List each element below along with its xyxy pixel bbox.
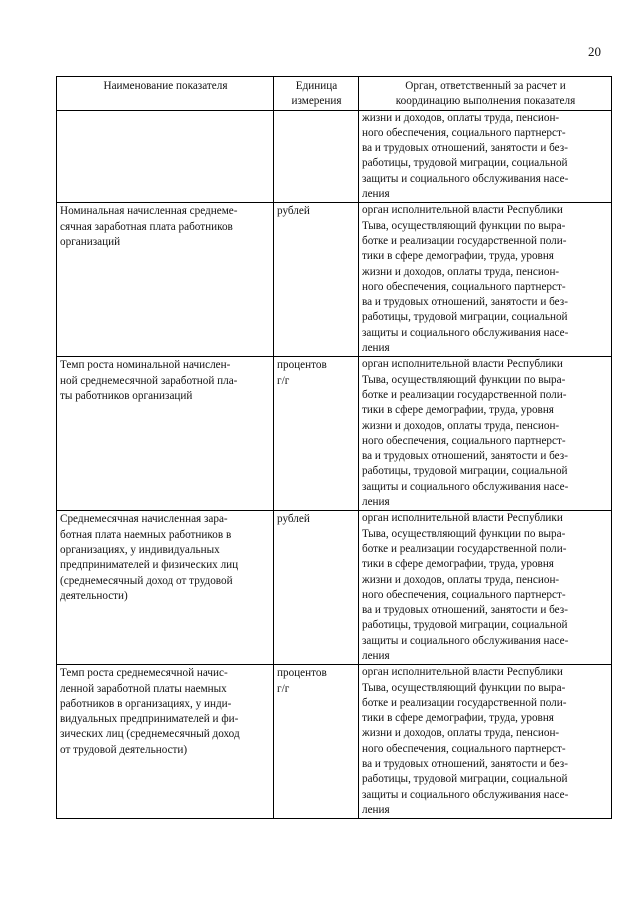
indicator-name-cell bbox=[57, 665, 274, 819]
table-row bbox=[57, 665, 612, 819]
indicator-name bbox=[60, 111, 271, 112]
responsible-body-cell bbox=[359, 511, 612, 665]
header-indicator-name bbox=[57, 77, 274, 111]
unit: процентов г/г bbox=[277, 667, 327, 695]
indicator-name: Темп роста номинальной начислен- ной среднемесячной заработной пла- ты работников организаций bbox=[60, 359, 238, 402]
indicator-name-cell bbox=[57, 110, 274, 203]
responsible-body: орган исполнительной власти Республики Тыва, осуществляющий функции по выра- ботке и реализации государственной поли- тики в сфере демографии, труда, уровня жизни и доходов, оплаты труда, пенсион- ного обеспечения, социального партнерст- ва и трудовых отношений, занятости и без- работицы, трудовой миграции, социальной защиты и социального обслуживания насе- ления bbox=[362, 512, 569, 662]
header-unit bbox=[274, 77, 359, 111]
table-row bbox=[57, 203, 612, 357]
unit-cell bbox=[274, 110, 359, 203]
header-responsible-body bbox=[359, 77, 612, 111]
responsible-body: орган исполнительной власти Республики Тыва, осуществляющий функции по выра- ботке и реализации государственной поли- тики в сфере демографии, труда, уровня жизни и доходов, оплаты труда, пенсион- ного обеспечения, социального партнерст- ва и трудовых отношений, занятости и без- работицы, трудовой миграции, социальной защиты и социального обслуживания насе- ления bbox=[362, 358, 569, 509]
indicator-name-cell bbox=[57, 203, 274, 357]
header-responsible-body-text: Орган, ответственный за расчет и координацию выполнения показателя bbox=[395, 80, 576, 108]
indicator-name: Номинальная начисленная среднеме- сячная заработная плата работников организаций bbox=[60, 205, 238, 248]
indicator-name-cell bbox=[57, 357, 274, 511]
unit bbox=[277, 111, 356, 112]
unit: рублей bbox=[277, 205, 310, 218]
table-row bbox=[57, 511, 612, 665]
indicator-name: Темп роста среднемесячной начис- ленной заработной платы наемных работников в организациях, у инди- видуальных предпринимателей и фи- зических лиц (среднемесячный доход от трудовой деятельности) bbox=[60, 667, 240, 756]
unit-cell bbox=[274, 357, 359, 511]
table-header-row bbox=[57, 77, 612, 111]
table-row bbox=[57, 110, 612, 203]
responsible-body: жизни и доходов, оплаты труда, пенсион- ного обеспечения, социального партнерст- ва и трудовых отношений, занятости и без- работицы, трудовой миграции, социальной защиты и социального обслуживания насе- ления bbox=[362, 111, 569, 201]
responsible-body-cell bbox=[359, 665, 612, 819]
indicator-name: Среднемесячная начисленная зара- ботная плата наемных работников в организациях, у индивидуальных предпринимателей и физических лиц (среднемесячный доход от трудовой деятельности) bbox=[60, 513, 239, 602]
responsible-body: орган исполнительной власти Республики Тыва, осуществляющий функции по выра- ботке и реализации государственной поли- тики в сфере демографии, труда, уровня жизни и доходов, оплаты труда, пенсион- ного обеспечения, социального партнерст- ва и трудовых отношений, занятости и без- работицы, трудовой миграции, социальной защиты и социального обслуживания насе- ления bbox=[362, 666, 569, 816]
table-row bbox=[57, 357, 612, 511]
indicators-table bbox=[56, 76, 612, 819]
header-indicator-name-text: Наименование показателя bbox=[103, 80, 228, 92]
unit: рублей bbox=[277, 513, 310, 526]
unit-cell bbox=[274, 203, 359, 357]
responsible-body-cell bbox=[359, 203, 612, 357]
page-number: 20 bbox=[588, 44, 601, 59]
indicator-name-cell bbox=[57, 511, 274, 665]
responsible-body: орган исполнительной власти Республики Тыва, осуществляющий функции по выра- ботке и реализации государственной поли- тики в сфере демографии, труда, уровня жизни и доходов, оплаты труда, пенсион- ного обеспечения, социального партнерст- ва и трудовых отношений, занятости и без- работицы, трудовой миграции, социальной защиты и социального обслуживания насе- ления bbox=[362, 204, 569, 355]
unit: процентов г/г bbox=[277, 359, 327, 387]
header-unit-text: Единица измерения bbox=[291, 80, 342, 108]
responsible-body-cell bbox=[359, 357, 612, 511]
unit-cell bbox=[274, 511, 359, 665]
unit-cell bbox=[274, 665, 359, 819]
responsible-body-cell bbox=[359, 110, 612, 203]
